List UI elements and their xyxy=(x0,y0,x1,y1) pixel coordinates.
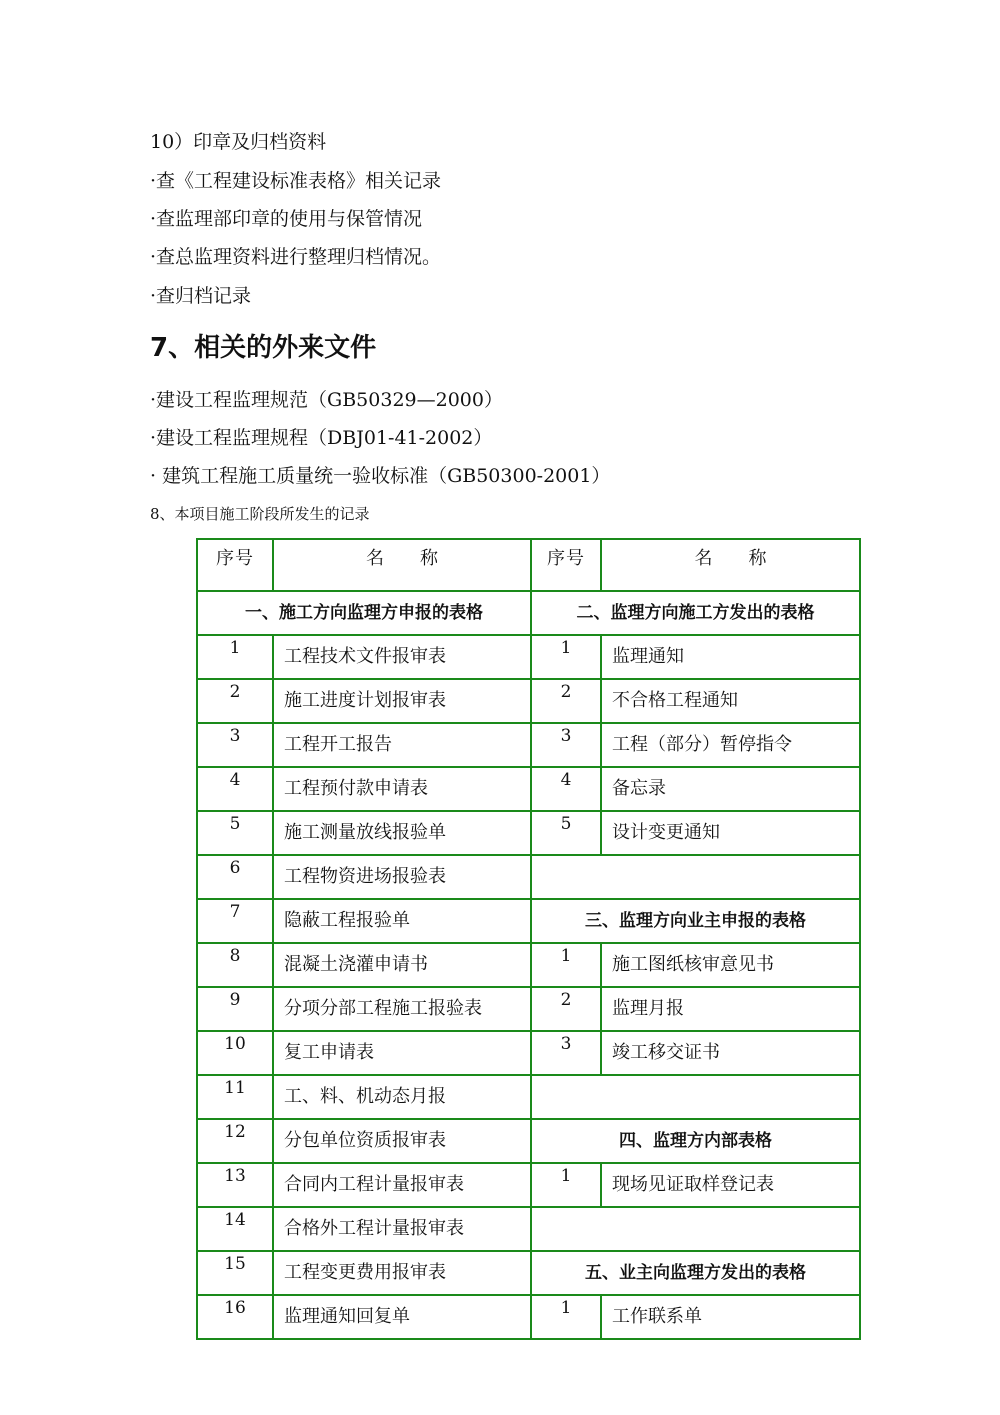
row-name: 工、料、机动态月报 xyxy=(273,1075,531,1119)
table-row xyxy=(197,811,860,855)
table-row xyxy=(197,1207,860,1251)
line-seal-archive: 10）印章及归档资料 xyxy=(150,131,327,153)
empty-cell xyxy=(531,1207,860,1251)
row-num: 1 xyxy=(531,1295,601,1339)
table-row xyxy=(197,723,860,767)
table-row xyxy=(197,1251,860,1295)
row-name: 分包单位资质报审表 xyxy=(273,1119,531,1163)
row-name: 施工进度计划报审表 xyxy=(273,679,531,723)
table-row xyxy=(197,767,860,811)
section-3-title: 三、监理方向业主申报的表格 xyxy=(531,899,860,943)
row-num: 2 xyxy=(197,679,273,723)
line-check-archive-records: ·查归档记录 xyxy=(150,285,252,307)
row-name: 合格外工程计量报审表 xyxy=(273,1207,531,1251)
table-row xyxy=(197,943,860,987)
external-doc-2: ·建设工程监理规程（DBJ01-41-2002） xyxy=(150,427,493,449)
table-row xyxy=(197,1119,860,1163)
external-doc-3: · 建筑工程施工质量统一验收标准（GB50300-2001） xyxy=(150,465,611,487)
row-num: 2 xyxy=(531,987,601,1031)
external-doc-1: ·建设工程监理规范（GB50329—2000） xyxy=(150,389,503,411)
section-2-title: 二、监理方向施工方发出的表格 xyxy=(531,591,860,635)
row-name: 监理通知 xyxy=(601,635,860,679)
row-name: 复工申请表 xyxy=(273,1031,531,1075)
row-name: 监理月报 xyxy=(601,987,860,1031)
col-header-num: 序号 xyxy=(531,539,601,591)
row-num: 13 xyxy=(197,1163,273,1207)
row-num: 16 xyxy=(197,1295,273,1339)
row-name: 分项分部工程施工报验表 xyxy=(273,987,531,1031)
empty-cell xyxy=(531,855,860,899)
section7-heading: 7、相关的外来文件 xyxy=(150,333,377,363)
row-num: 5 xyxy=(197,811,273,855)
table-section-row xyxy=(197,591,860,635)
col-header-name: 名 称 xyxy=(273,539,531,591)
row-name: 不合格工程通知 xyxy=(601,679,860,723)
row-num: 7 xyxy=(197,899,273,943)
row-num: 3 xyxy=(197,723,273,767)
row-num: 1 xyxy=(197,635,273,679)
empty-cell xyxy=(531,1075,860,1119)
row-name: 隐蔽工程报验单 xyxy=(273,899,531,943)
table-row xyxy=(197,1295,860,1339)
table-row xyxy=(197,635,860,679)
line-check-standard-forms: ·查《工程建设标准表格》相关记录 xyxy=(150,170,442,192)
row-num: 10 xyxy=(197,1031,273,1075)
row-num: 1 xyxy=(531,943,601,987)
row-name: 工程物资进场报验表 xyxy=(273,855,531,899)
row-num: 11 xyxy=(197,1075,273,1119)
table-row xyxy=(197,855,860,899)
row-num: 12 xyxy=(197,1119,273,1163)
records-table xyxy=(196,538,861,1340)
row-name: 工作联系单 xyxy=(601,1295,860,1339)
row-num: 8 xyxy=(197,943,273,987)
col-header-num: 序号 xyxy=(197,539,273,591)
row-num: 3 xyxy=(531,1031,601,1075)
section8-heading: 8、本项目施工阶段所发生的记录 xyxy=(150,505,370,523)
row-name: 工程变更费用报审表 xyxy=(273,1251,531,1295)
row-name: 工程预付款申请表 xyxy=(273,767,531,811)
row-num: 2 xyxy=(531,679,601,723)
table-row xyxy=(197,899,860,943)
table-row xyxy=(197,987,860,1031)
row-name: 竣工移交证书 xyxy=(601,1031,860,1075)
line-check-seal-usage: ·查监理部印章的使用与保管情况 xyxy=(150,208,423,230)
row-num: 1 xyxy=(531,635,601,679)
row-num: 4 xyxy=(531,767,601,811)
row-num: 4 xyxy=(197,767,273,811)
row-name: 设计变更通知 xyxy=(601,811,860,855)
row-num: 9 xyxy=(197,987,273,1031)
row-name: 工程（部分）暂停指令 xyxy=(601,723,860,767)
table-row xyxy=(197,1031,860,1075)
row-name: 施工图纸核审意见书 xyxy=(601,943,860,987)
col-header-name: 名 称 xyxy=(601,539,860,591)
section-4-title: 四、监理方内部表格 xyxy=(531,1119,860,1163)
row-name: 施工测量放线报验单 xyxy=(273,811,531,855)
row-num: 14 xyxy=(197,1207,273,1251)
row-name: 合同内工程计量报审表 xyxy=(273,1163,531,1207)
section-1-title: 一、施工方向监理方申报的表格 xyxy=(197,591,531,635)
row-name: 工程技术文件报审表 xyxy=(273,635,531,679)
table-row xyxy=(197,1075,860,1119)
row-name: 现场见证取样登记表 xyxy=(601,1163,860,1207)
row-num: 3 xyxy=(531,723,601,767)
row-name: 备忘录 xyxy=(601,767,860,811)
row-num: 5 xyxy=(531,811,601,855)
row-name: 混凝土浇灌申请书 xyxy=(273,943,531,987)
table-row xyxy=(197,1163,860,1207)
table-header-row xyxy=(197,539,860,591)
row-num: 15 xyxy=(197,1251,273,1295)
row-num: 6 xyxy=(197,855,273,899)
row-name: 监理通知回复单 xyxy=(273,1295,531,1339)
row-name: 工程开工报告 xyxy=(273,723,531,767)
line-check-archive-arrangement: ·查总监理资料进行整理归档情况。 xyxy=(150,246,442,268)
section-5-title: 五、业主向监理方发出的表格 xyxy=(531,1251,860,1295)
table-row xyxy=(197,679,860,723)
row-num: 1 xyxy=(531,1163,601,1207)
